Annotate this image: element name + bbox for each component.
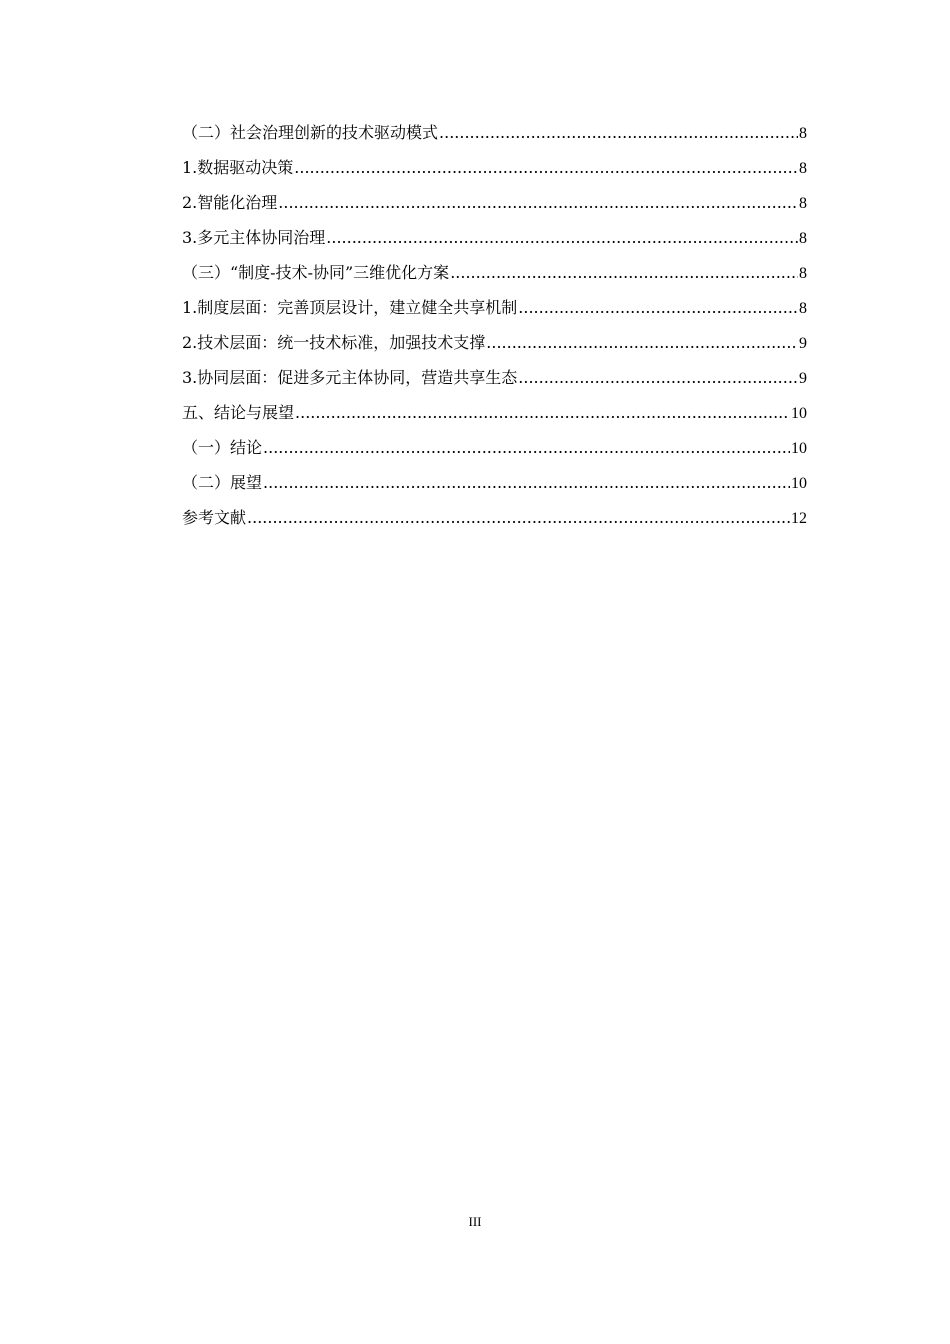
toc-entry[interactable] [182,220,807,255]
toc-dot-leader [518,290,798,325]
toc-entry[interactable] [182,150,807,185]
toc-entry-page: 9 [799,370,807,387]
toc-entry-title: 3.多元主体协同治理 [182,228,326,247]
toc-entry-page: 8 [799,300,807,317]
toc-entry-title: 1.数据驱动决策 [182,158,294,177]
toc-entry-title: 2.技术层面：统一技术标准，加强技术支撑 [182,333,486,352]
toc-entry-title: （三）“制度-技术-协同”三维优化方案 [182,263,450,282]
toc-entry[interactable] [182,185,807,220]
toc-entry-page: 12 [791,510,807,527]
toc-entry-page: 8 [799,230,807,247]
toc-dot-leader [450,255,798,290]
page-number: III [468,1214,482,1229]
toc-entry-title: （二）展望 [182,473,263,492]
toc-entry-page: 10 [791,475,807,492]
toc-entry-page: 8 [799,195,807,212]
toc-entry-page: 10 [791,405,807,422]
toc-entry-title: （二）社会治理创新的技术驱动模式 [182,123,439,142]
toc-entry[interactable] [182,255,807,290]
toc-entry[interactable] [182,465,807,500]
toc-entry[interactable] [182,290,807,325]
toc-entry-title: 参考文献 [182,508,247,527]
toc-entry-title: （一）结论 [182,438,263,457]
toc-dot-leader [518,360,798,395]
toc-entry[interactable] [182,360,807,395]
table-of-contents [182,115,807,535]
toc-entry[interactable] [182,115,807,150]
toc-dot-leader [263,430,790,465]
toc-entry[interactable] [182,430,807,465]
toc-entry-page: 8 [799,265,807,282]
toc-dot-leader [247,500,790,535]
toc-entry-page: 8 [799,125,807,142]
toc-entry-title: 3.协同层面：促进多元主体协同，营造共享生态 [182,368,518,387]
toc-dot-leader [278,185,798,220]
toc-entry-title: 1.制度层面：完善顶层设计，建立健全共享机制 [182,298,518,317]
toc-dot-leader [439,115,798,150]
toc-entry[interactable] [182,500,807,535]
toc-dot-leader [263,465,790,500]
toc-dot-leader [326,220,798,255]
toc-entry-page: 8 [799,160,807,177]
toc-entry-page: 9 [799,335,807,352]
toc-entry-page: 10 [791,440,807,457]
toc-dot-leader [486,325,798,360]
toc-dot-leader [294,150,798,185]
toc-entry[interactable] [182,395,807,430]
toc-entry[interactable] [182,325,807,360]
toc-dot-leader [295,395,790,430]
toc-entry-title: 2.智能化治理 [182,193,278,212]
toc-entry-title: 五、结论与展望 [182,403,295,422]
